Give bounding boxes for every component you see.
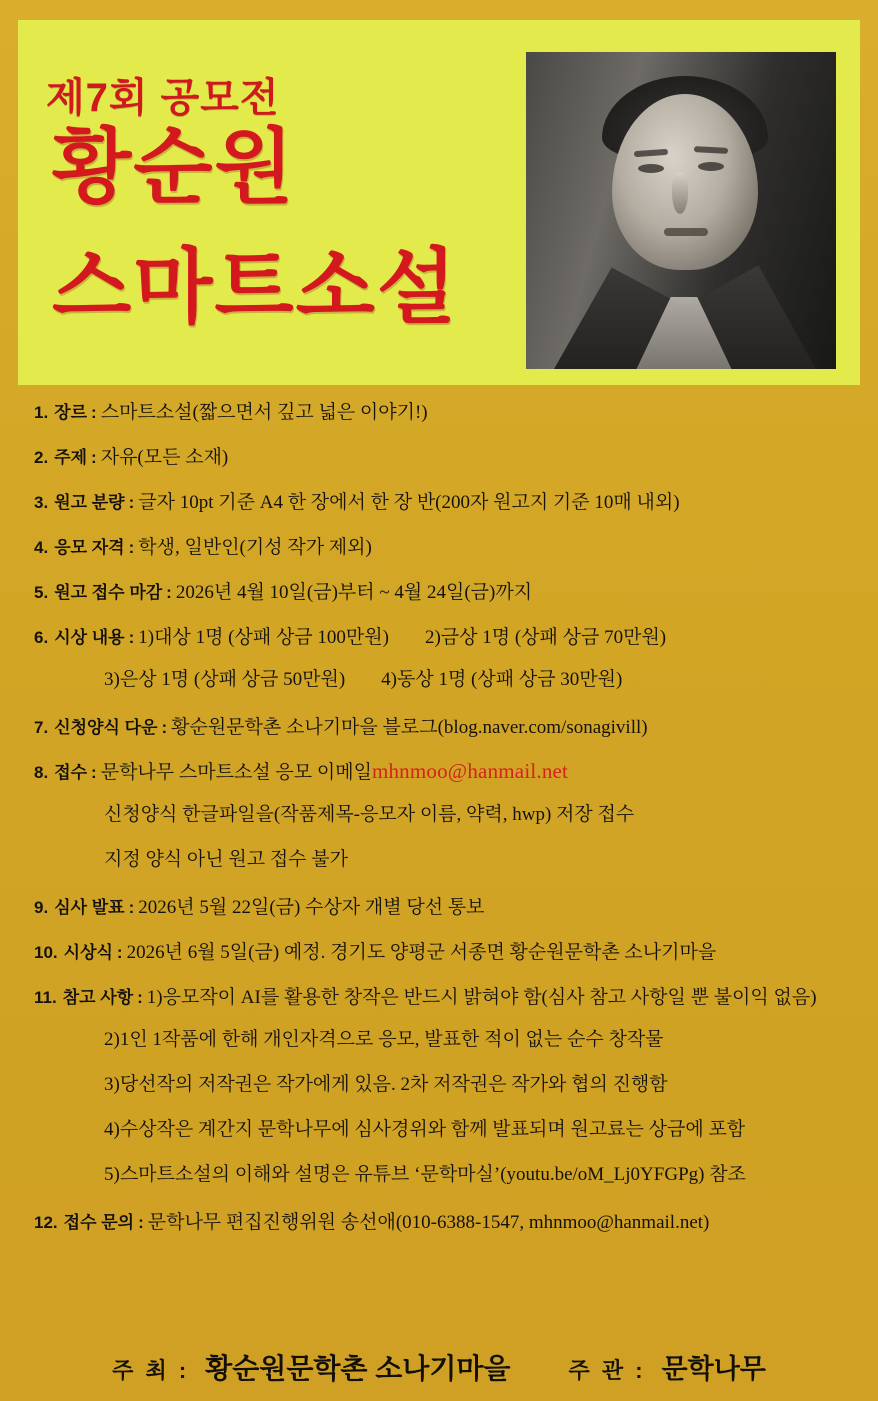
item-separator: : — [137, 988, 143, 1007]
item-label: 시상식 — [63, 943, 113, 962]
list-item-eligibility — [0, 533, 878, 576]
organizer-label: 주 관 : — [568, 1358, 646, 1383]
item-value: 글자 10pt 기준 A4 한 장에서 한 장 반(200자 원고지 기준 10매 내외) — [138, 492, 680, 513]
portrait-eye-right — [698, 162, 724, 171]
page-kicker: 제7회 공모전 — [46, 76, 280, 120]
item-separator: : — [161, 718, 168, 737]
item-number: 5. — [34, 583, 49, 602]
prize-silver: 3)은상 1명 (상패 상금 50만원) — [104, 669, 346, 690]
item-value: 스마트소설(짧으면서 깊고 넓은 이야기!) — [100, 402, 428, 423]
list-item-notes — [0, 983, 878, 1026]
host-label: 주 최 : — [112, 1358, 190, 1383]
item-number: 6. — [34, 628, 49, 647]
list-item-contact — [0, 1208, 878, 1251]
list-item-submission-note-2 — [0, 848, 878, 891]
item-number: 9. — [34, 898, 49, 917]
note-1: 1)응모작이 AI를 활용한 창작은 반드시 밝혀야 함(심사 참고 사항일 뿐 불이익 없음) — [146, 987, 817, 1008]
item-value: 지정 양식 아닌 원고 접수 불가 — [104, 849, 348, 870]
list-item-note-5 — [0, 1163, 878, 1206]
item-separator: : — [138, 1213, 144, 1232]
item-value: 문학나무 편집진행위원 송선애(010-6388-1547, mhnmoo@hanmail.net) — [147, 1212, 710, 1233]
list-item-note-3 — [0, 1073, 878, 1116]
list-item-note-2 — [0, 1028, 878, 1071]
item-number: 10. — [34, 943, 58, 962]
list-item-prizes-row2 — [0, 668, 878, 711]
item-number: 12. — [34, 1213, 58, 1232]
list-item-prizes — [0, 623, 878, 666]
host-value: 황순원문학촌 소나기마을 — [205, 1353, 511, 1384]
list-item-submission-note-1 — [0, 803, 878, 846]
portrait-mouth — [664, 228, 708, 236]
list-item-note-4 — [0, 1118, 878, 1161]
page-title-line1: 황순원 — [52, 122, 296, 213]
item-separator: : — [91, 403, 97, 422]
note-3: 3)당선작의 저작권은 작가에게 있음. 2차 저작권은 작가와 협의 진행함 — [104, 1074, 668, 1095]
item-value: 문학나무 스마트소설 응모 이메일 — [100, 762, 372, 783]
item-label: 응모 자격 — [54, 538, 125, 557]
item-separator: : — [91, 763, 97, 782]
item-separator: : — [128, 538, 135, 557]
item-label: 신청양식 다운 — [54, 718, 158, 737]
item-number: 11. — [34, 988, 57, 1007]
item-value: 2026년 4월 10일(금)부터 ~ 4월 24일(금)까지 — [175, 582, 533, 603]
item-value: 2026년 5월 22일(금) 수상자 개별 당선 통보 — [138, 897, 485, 918]
author-portrait-photo — [526, 52, 836, 369]
item-separator: : — [128, 628, 135, 647]
item-number: 2. — [34, 448, 49, 467]
portrait-eye-left — [638, 164, 664, 173]
note-2: 2)1인 1작품에 한해 개인자격으로 응모, 발표한 적이 없는 순수 창작물 — [104, 1029, 664, 1050]
item-separator: : — [128, 898, 135, 917]
item-label: 시상 내용 — [54, 628, 125, 647]
item-value: 학생, 일반인(기성 작가 제외) — [138, 537, 372, 558]
item-value: 신청양식 한글파일을(작품제목-응모자 이름, 약력, hwp) 저장 접수 — [104, 804, 635, 825]
item-value: 자유(모든 소재) — [100, 447, 229, 468]
item-label: 원고 접수 마감 — [54, 583, 163, 602]
item-separator: : — [116, 943, 123, 962]
item-value: 황순원문학촌 소나기마을 블로그(blog.naver.com/sonagivill) — [171, 717, 648, 738]
item-label: 참고 사항 — [62, 988, 134, 1007]
prize-gold: 2)금상 1명 (상패 상금 70만원) — [424, 627, 667, 648]
item-label: 접수 — [54, 763, 88, 782]
item-number: 1. — [34, 403, 49, 422]
list-item-form-download — [0, 713, 878, 756]
item-separator: : — [91, 448, 97, 467]
item-label: 원고 분량 — [54, 493, 125, 512]
list-item-results — [0, 893, 878, 936]
prize-bronze: 4)동상 1명 (상패 상금 30만원) — [381, 669, 623, 690]
list-item-genre — [0, 398, 878, 441]
item-separator: : — [128, 493, 135, 512]
list-item-ceremony — [0, 938, 878, 981]
prize-grand: 1)대상 1명 (상패 상금 100만원) — [138, 627, 389, 648]
poster-footer — [0, 1347, 878, 1387]
note-5: 5)스마트소설의 이해와 설명은 유튜브 ‘문학마실’(youtu.be/oM_Lj0YFGPg) 참조 — [104, 1164, 746, 1185]
portrait-nose — [672, 172, 688, 214]
note-4: 4)수상작은 계간지 문학나무에 심사경위와 함께 발표되며 원고료는 상금에 포함 — [104, 1119, 746, 1140]
item-label: 주제 — [54, 448, 88, 467]
item-number: 8. — [34, 763, 49, 782]
list-item-length — [0, 488, 878, 531]
item-label: 장르 — [54, 403, 88, 422]
item-number: 7. — [34, 718, 49, 737]
prize-row-1 — [138, 626, 666, 650]
list-item-deadline — [0, 578, 878, 621]
item-value: 2026년 6월 5일(금) 예정. 경기도 양평군 서종면 황순원문학촌 소나기마을 — [126, 942, 717, 963]
list-item-submission — [0, 758, 878, 801]
organizer-logo-text: 문학나무 — [661, 1354, 766, 1384]
item-label: 접수 문의 — [63, 1213, 135, 1232]
item-label: 심사 발표 — [54, 898, 125, 917]
details-list — [0, 398, 878, 1253]
prize-row-2 — [104, 668, 622, 692]
item-number: 3. — [34, 493, 49, 512]
page-title-line2: 스마트소설 — [52, 242, 459, 333]
list-item-theme — [0, 443, 878, 486]
item-number: 4. — [34, 538, 49, 557]
poster-header — [18, 20, 860, 385]
item-separator: : — [166, 583, 172, 602]
submission-email-link[interactable]: mhnmoo@hanmail.net — [371, 759, 569, 783]
